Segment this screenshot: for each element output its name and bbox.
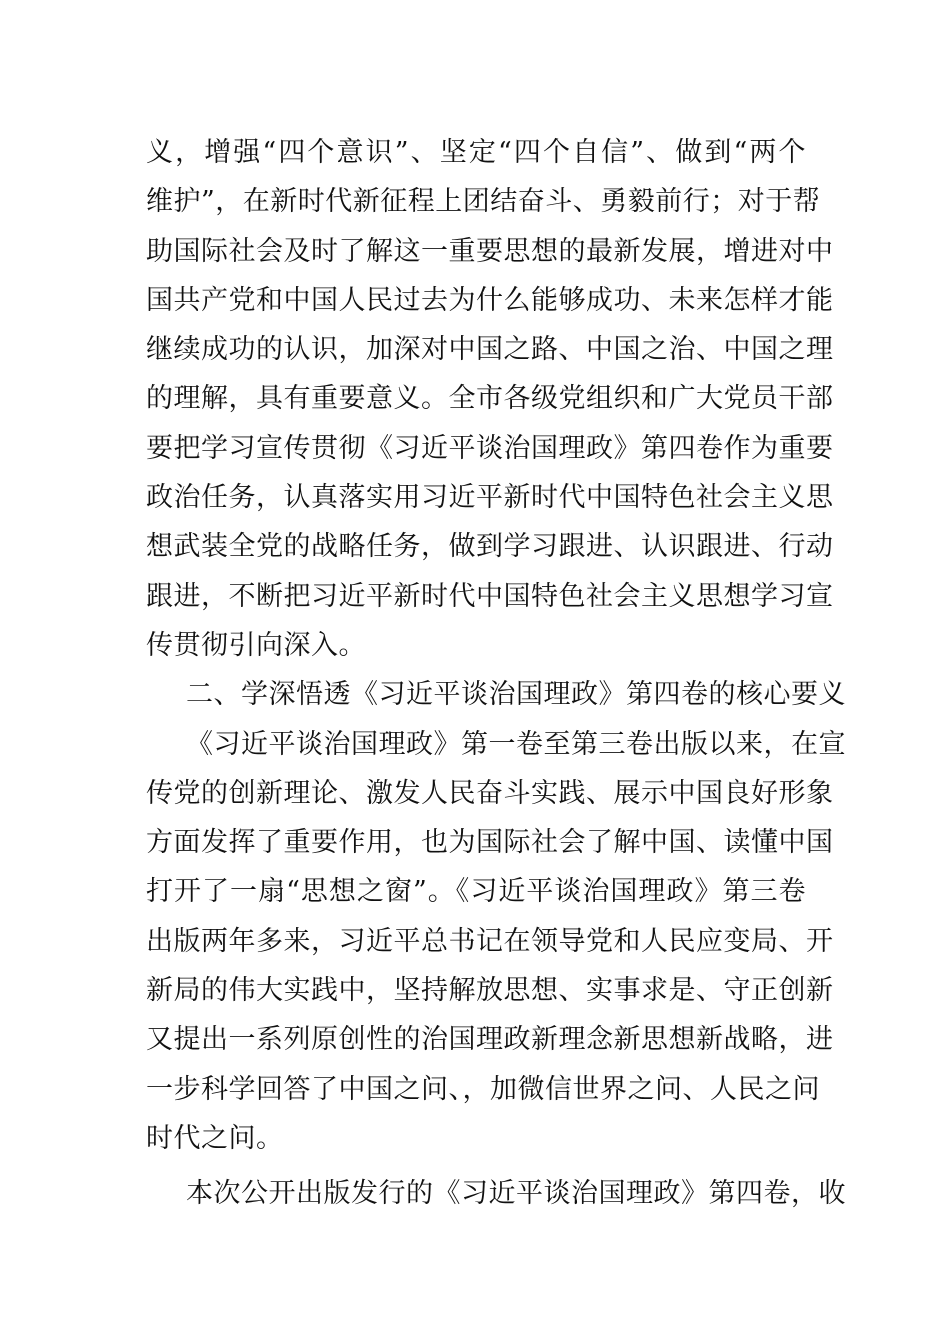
- text-line: 的理解，具有重要意义。全市各级党组织和广大党员干部: [146, 383, 834, 415]
- text-line: 国共产党和中国人民过去为什么能够成功、未来怎样才能: [146, 284, 834, 316]
- text-line: 要把学习宣传贯彻《习近平谈治国理政》第四卷作为重要: [146, 432, 834, 464]
- text-line: 又提出一系列原创性的治国理政新理念新思想新战略，进: [146, 1024, 834, 1056]
- text-line: 传贯彻引向深入。: [146, 629, 366, 661]
- text-line: 想武装全党的战略任务，做到学习跟进、认识跟进、行动: [146, 531, 834, 563]
- text-line: 时代之问。: [146, 1122, 284, 1154]
- text-line: 义，增强“四个意识”、坚定“四个自信”、做到“两个: [146, 137, 806, 168]
- text-line: 跟进，不断把习近平新时代中国特色社会主义思想学习宣: [146, 580, 834, 612]
- text-line: 《习近平谈治国理政》第一卷至第三卷出版以来，在宣: [186, 728, 846, 760]
- text-line: 打开了一扇“思想之窗”。《习近平谈治国理政》第三卷: [146, 876, 806, 908]
- text-line: 方面发挥了重要作用，也为国际社会了解中国、读懂中国: [146, 827, 834, 859]
- text-line: 维护”，在新时代新征程上团结奋斗、勇毅前行；对于帮: [146, 186, 821, 218]
- text-line: 一步科学回答了中国之问、，加微信世界之问、人民之问: [146, 1073, 820, 1105]
- paragraph-core-essence: [146, 720, 846, 1164]
- text-line: 继续成功的认识，加深对中国之路、中国之治、中国之理: [146, 334, 834, 366]
- paragraph-volume-four: [146, 1169, 846, 1218]
- text-line: 新局的伟大实践中，坚持解放思想、实事求是、守正创新: [146, 975, 834, 1007]
- document-body: [146, 128, 846, 1219]
- section-heading: [146, 670, 846, 719]
- text-line: 助国际社会及时了解这一重要思想的最新发展，增进对中: [146, 235, 834, 267]
- text-line: 传党的创新理论、激发人民奋斗实践、展示中国良好形象: [146, 777, 834, 809]
- heading-text: 二、学深悟透《习近平谈治国理政》第四卷的核心要义: [186, 679, 846, 711]
- text-line: 政治任务，认真落实用习近平新时代中国特色社会主义思: [146, 482, 834, 514]
- text-line: 本次公开出版发行的《习近平谈治国理政》第四卷，收: [186, 1178, 846, 1210]
- text-line: 出版两年多来，习近平总书记在领导党和人民应变局、开: [146, 925, 834, 957]
- paragraph-continuation: [146, 128, 834, 670]
